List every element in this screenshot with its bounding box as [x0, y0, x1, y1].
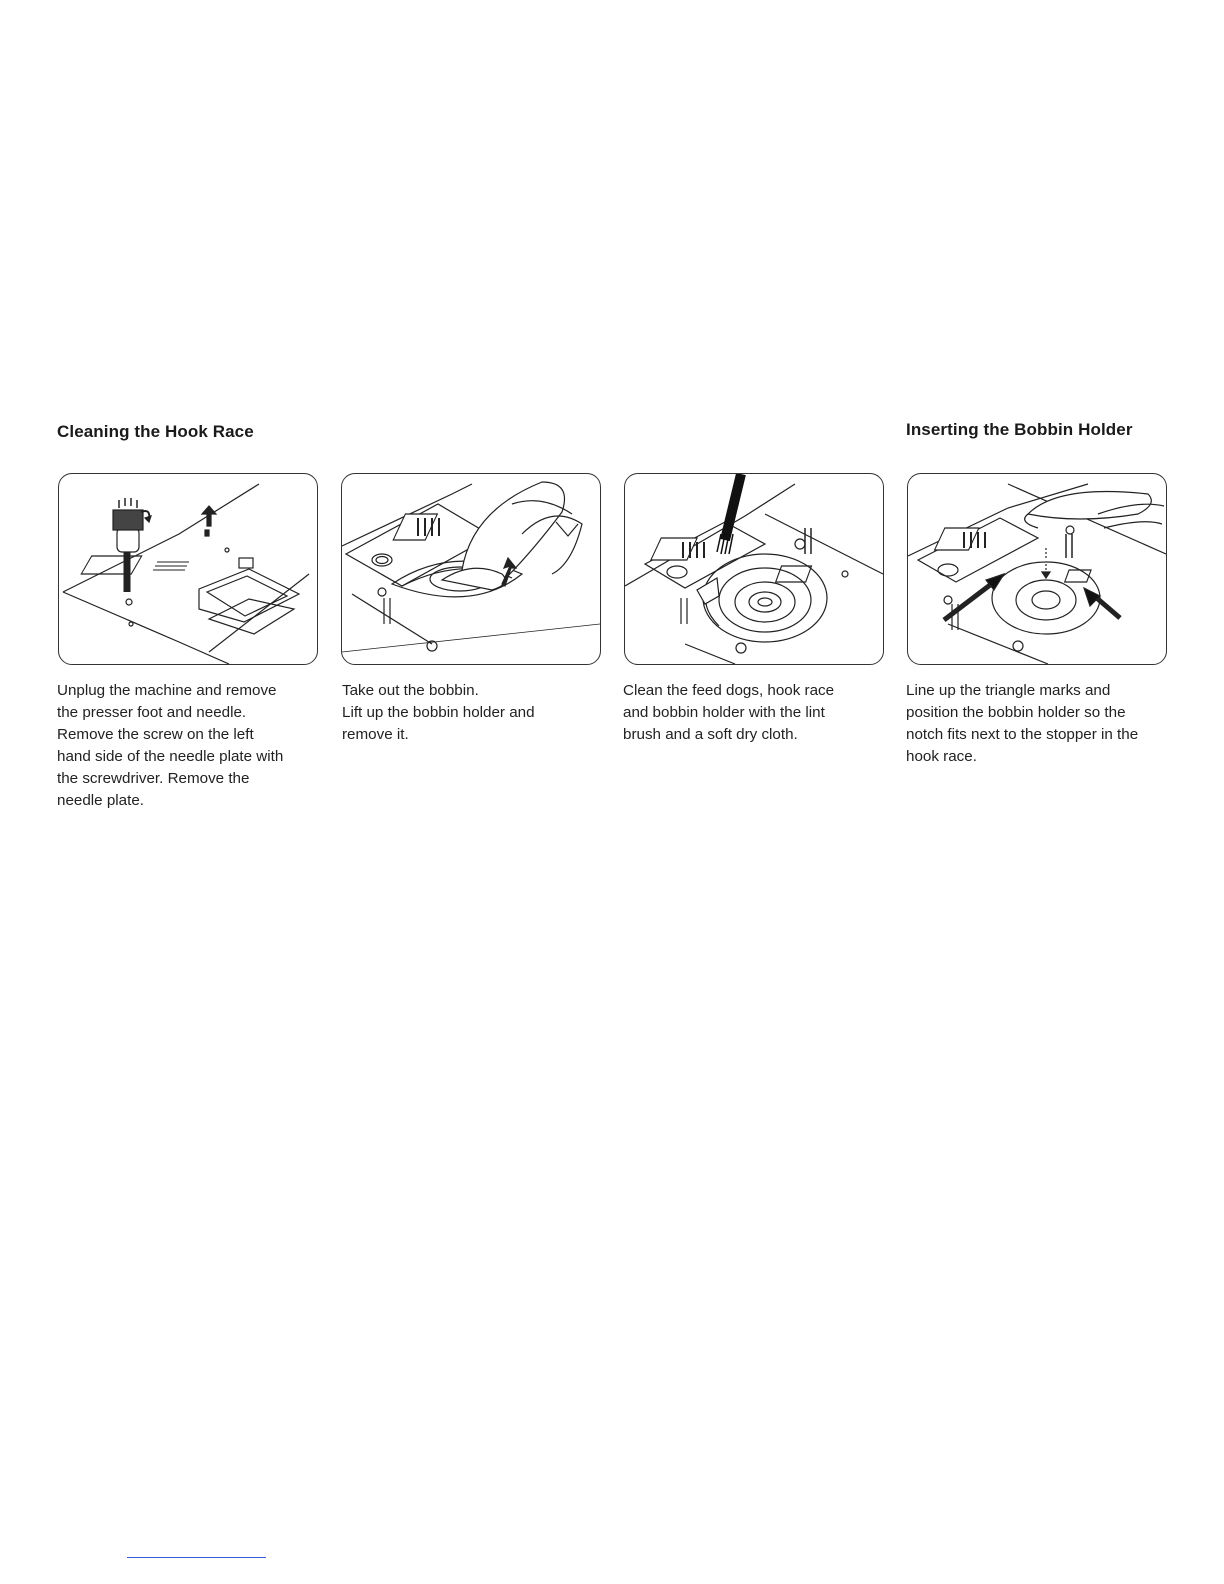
step-2-caption — [342, 680, 612, 746]
remove-bobbin-holder-illustration — [341, 473, 601, 665]
section-heading-inserting-bobbin-holder: Inserting the Bobbin Holder — [906, 420, 1133, 439]
step-1-caption — [57, 680, 327, 812]
caption-line: Lift up the bobbin holder and — [342, 704, 535, 721]
section-heading-cleaning-hook-race: Cleaning the Hook Race — [57, 422, 254, 441]
caption-line: hook race. — [906, 748, 977, 765]
caption-line: Remove the screw on the left — [57, 726, 254, 743]
caption-line: Line up the triangle marks and — [906, 682, 1111, 699]
footer-rule — [127, 1557, 266, 1558]
caption-line: brush and a soft dry cloth. — [623, 726, 798, 743]
caption-line: needle plate. — [57, 792, 144, 809]
caption-line: Unplug the machine and remove — [57, 682, 277, 699]
caption-line: the presser foot and needle. — [57, 704, 247, 721]
clean-hook-race-illustration — [624, 473, 884, 665]
step-4-caption — [906, 680, 1206, 768]
step-3-caption — [623, 680, 893, 746]
caption-line: position the bobbin holder so the — [906, 704, 1126, 721]
remove-needle-plate-illustration — [58, 473, 318, 665]
caption-line: and bobbin holder with the lint — [623, 704, 825, 721]
caption-line: Take out the bobbin. — [342, 682, 479, 699]
caption-line: notch fits next to the stopper in the — [906, 726, 1139, 743]
caption-line: hand side of the needle plate with — [57, 748, 284, 765]
caption-line: Clean the feed dogs, hook race — [623, 682, 835, 699]
caption-line: the screwdriver. Remove the — [57, 770, 250, 787]
insert-bobbin-holder-illustration — [907, 473, 1167, 665]
caption-line: remove it. — [342, 726, 409, 743]
